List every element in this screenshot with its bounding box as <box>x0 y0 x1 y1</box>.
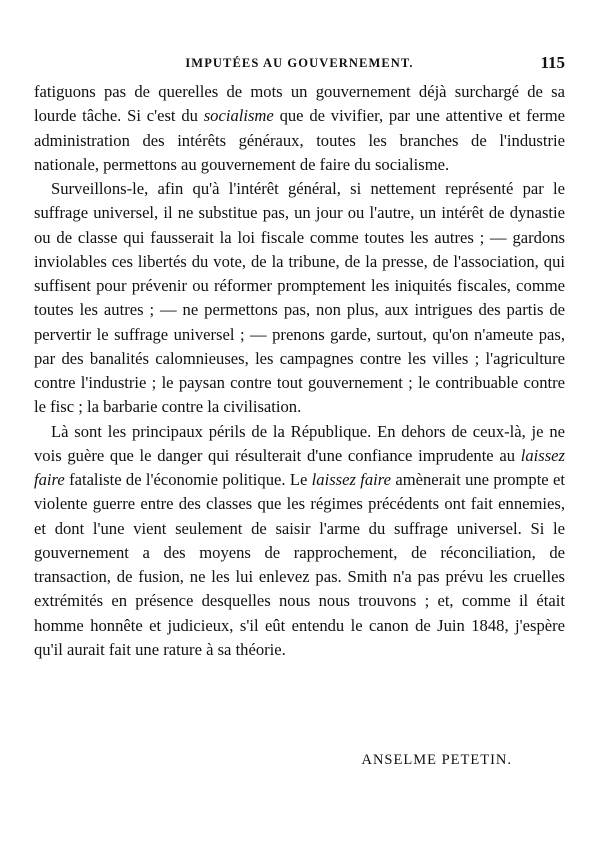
text-run: Là sont les principaux périls de la République. En dehors de ceux-là, je ne vois guère que le danger qui résulterait d'une confiance imprudente au <box>34 421 565 465</box>
body-text <box>34 80 565 662</box>
italic-phrase: laissez faire <box>34 445 565 489</box>
paragraph <box>34 177 565 420</box>
paragraph <box>34 80 565 177</box>
text-run: Surveillons-le, afin qu'à l'intérêt général, si nettement représenté par le suffrage universel, il ne substitue pas, un jour ou l'autre, un intérêt de dynastie ou de classe qui fausserait la loi fiscale comme toutes les autres ; — gardons inviolables ces libertés du vote, de la tribune, de la presse, de l'association, qui suffisent pour prévenir ou réformer promptement les iniquités fiscales, comme toutes les autres ; — ne permettons pas, non plus, aux intrigues des partis de pervertir le suffrage universel ; — prenons garde, surtout, qu'on n'ameute pas, par des banalités calomnieuses, les campagnes contre les villes ; l'agriculture contre l'industrie ; le paysan contre tout gouvernement ; le contribuable contre le fisc ; la barbarie contre la civilisation. <box>34 179 565 417</box>
page-number: 115 <box>540 53 565 72</box>
text-run: que de vivifier, par une attentive et ferme administration des intérêts généraux, toutes les branches de l'industrie nationale, permettons au gouvernement de faire du socialisme. <box>34 106 565 174</box>
italic-phrase: laissez faire <box>311 470 391 489</box>
text-run: amènerait une prompte et violente guerre entre des classes que les régimes précédents ont fait ennemies, et dont l'une vient seulement de saisir l'arme du suffrage universel. Si le gouvernement a des moyens de rapprochement, de réconciliation, de transaction, de fusion, ne les lui enlevez pas. Smith n'a pas prévu les cruelles extrémités en présence desquelles nous nous trouvons ; et, comme il était homme honnête et judicieux, s'il eût entendu le canon de Juin 1848, j'espère qu'il aurait fait une rature à sa théorie. <box>34 470 565 659</box>
text-run: fatiguons pas de querelles de mots un gouvernement déjà surchargé de sa lourde tâche. Si c'est du <box>34 82 565 126</box>
italic-phrase: socialisme <box>203 106 274 126</box>
running-title: IMPUTÉES AU GOUVERNEMENT. <box>185 56 414 70</box>
paragraph <box>34 420 565 663</box>
page-header <box>34 53 565 78</box>
author-signature: ANSELME PETETIN. <box>361 752 512 768</box>
text-run: fataliste de l'économie politique. Le <box>64 470 312 489</box>
